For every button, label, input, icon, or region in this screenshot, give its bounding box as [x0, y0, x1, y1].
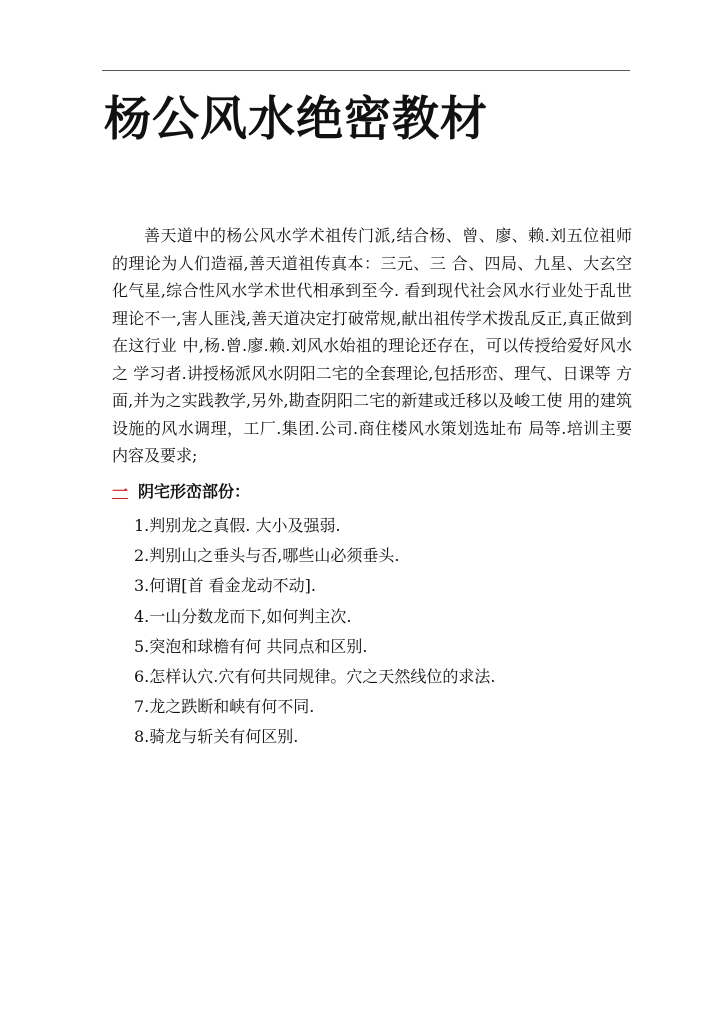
list-item: 4.一山分数龙而下,如何判主次. — [134, 606, 352, 626]
section-number: 一 — [112, 481, 129, 501]
list-item: 7.龙之跌断和峡有何不同. — [134, 697, 315, 717]
list-item: 6.怎样认穴.穴有何共同规律。穴之天然线位的求法. — [134, 667, 496, 687]
list-item: 5.突泡和球檐有何 共同点和区别. — [134, 636, 368, 656]
document-body — [112, 222, 632, 753]
intro-paragraph: 善天道中的杨公风水学术祖传门派,结合杨、曾、廖、赖.刘五位祖师的理论为人们造福,善天道祖传真本：三元、三 合、四局、九星、大玄空化气星,综合性风水学术世代相承到至今. 看到现代社会风水行业处于乱世理论不一,害人匪浅,善天道决定打破常规,献出祖传学术拨乱反正,真正做到在这行业 中,杨.曾.廖.赖.刘风水始祖的理论还存在，可以传授给爱好风水之 学习者.讲授杨派风水阴阳二宅的全套理论,包括形峦、理气、日课等 方面,并为之实践教学,另外,勘查阴阳二宅的新建或迁移以及峻工使 用的建筑设施的风水调理，工厂.集团.公司.商住楼风水策划选址布 局等.培训主要内容及要求; — [112, 226, 632, 465]
list-item: 8.骑龙与斩关有何区别. — [134, 727, 299, 747]
section-title: 阴宅形峦部份： — [138, 481, 251, 501]
section-heading — [112, 478, 632, 506]
document-title: 杨公风水绝密教材 — [104, 92, 488, 147]
section-item-list — [112, 511, 632, 753]
header-rule — [102, 70, 630, 71]
list-item: 3.何谓[首 看金龙动不动]. — [134, 576, 316, 596]
list-item: 2.判别山之垂头与否,哪些山必须垂头. — [134, 546, 400, 566]
list-item: 1.判别龙之真假. 大小及强弱. — [134, 516, 341, 535]
